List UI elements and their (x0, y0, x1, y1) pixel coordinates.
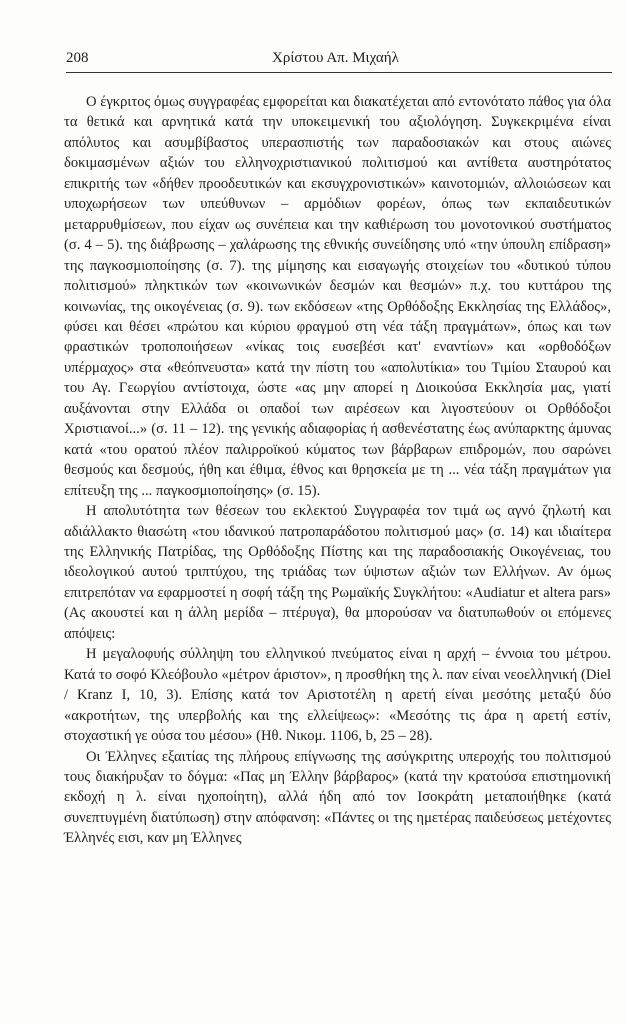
paragraph-2: Η απολυτότητα των θέσεων του εκλεκτού Συγγραφέα τον τιμά ως αγνό ζηλωτή και αδιάλλακτο θιασώτη «του ιδανικού πατροπαράδοτου πολιτισμού μας» (σ. 14) και ιδιαίτερα της Ελληνικής Πατρίδας, της Ορθόδοξης Πίστης και της παραδοσιακής Οικογένειας, του ιδεολογικού αυτού τριπτύχου, της τριάδας των ύψιστων αξιών των Ελλήνων. Αν όμως επιτρεπόταν να εφαρμοστεί η σοφή τάξη της Ρωμαϊκής Συγκλήτου: «Audiatur et altera pars» (Ας ακουστεί και η άλλη μερίδα – πτέρυγα), θα μπορούσαν να διατυπωθούν οι επόμενες απόψεις: (64, 503, 611, 642)
paragraph-3: Η μεγαλοφυής σύλληψη του ελληνικού πνεύματος είναι η αρχή – έννοια του μέτρου. Κατά το σοφό Κλεόβουλο «μέτρον άριστον», η προσθήκη της λ. παν είναι νεοελληνική (Diel / Kranz I, 10, 3). Επίσης κατά τον Αριστοτέλη η αρετή είναι μεσότης μεταξύ δύο «ακροτήτων, της υπερβολής και της ελλείψεως»: «Μεσότης τις άρα η αρετή εστίν, στοχαστική γε ούσα του μέσου» (Ηθ. Νικομ. 1106, b, 25 – 28). (64, 646, 611, 745)
paragraph-1: Ο έγκριτος όμως συγγραφέας εμφορείται και διακατέχεται από εντονότατο πάθος για όλα τα θετικά και αρνητικά κατά την υποκειμενική του αξιολόγηση. Συγκεκριμένα είναι απόλυτος και ασυμβίβαστος υπερασπιστής των παραδοσιακών και στους αιώνες δοκιμασμένων αξιών του ελληνοχριστιανικού πολιτισμού και αντίθετα αυστηρότατος επικριτής των «δήθεν προοδευτικών και εκσυγχρονιστικών» καινοτομιών, αλλοιώσεων και υποχωρήσεων των υπεύθυνων – αρμόδιων φορέων, όπως των εκπαιδευτικών μεταρρυθμίσεων, που είχαν ως συνέπεια και την καθιέρωση του μονοτονικού συστήματος (σ. 4 – 5). της διάβρωσης – χαλάρωσης της εθνικής συνείδησης υπό «την ύπουλη επίδραση» της παγκοσμιοποίησης (σ. 7). της μίμησης και εισαγωγής στοιχείων του «δυτικού τύπου πολιτισμού» πληκτικών των «κοινωνικών δεσμών και θεσμών» π.χ. του κυττάρου της κοινωνίας, της οικογένειας (σ. 9). των εκδόσεων «της Ορθόδοξης Εκκλησίας της Ελλάδος», φύσει και θέσει «πρώτου και κύριου φραγμού στη νέα τάξη πραγμάτων», όπως και των φραστικών τροποποιήσεων «νίκας τοις ευσεβέσι κατ' εναντίων» και «ορθοδόξων υπέρμαχος» στα «θεόπνευστα» κατά την πίστη του «απολυτίκια» του Τιμίου Σταυρού και του Αγ. Γεωργίου αντίστοιχα, ώστε «ας μην απορεί η Διοικούσα Εκκλησία μας, γιατί αυξάνονται στην Ελλάδα οι οπαδοί των αιρέσεων και λιγοστεύουν οι Ορθόδοξοι Χριστιανοί...» (σ. 11 – 12). της γενικής αδιαφορίας ή ασθενέστατης έως ανύπαρκτης άμυνας κατά «του ορατού πλέον παλιρροϊκού κύματος των βάρβαρων επιδρομών, που σαρώνει θεσμούς και δεσμούς, ήθη και έθιμα, έθνος και θρησκεία με τη ... νέα τάξη πραγμάτων για επίτευξη της ... παγκοσμιοποίησης» (σ. 15). (64, 94, 611, 499)
header-rule (66, 72, 612, 73)
page-number: 208 (66, 50, 89, 66)
paragraph-4: Οι Έλληνες εξαιτίας της πλήρους επίγνωσης της ασύγκριτης υπεροχής του πολιτισμού τους διακήρυξαν το δόγμα: «Πας μη Έλλην βάρβαρος» (κατά την κρατούσα επιστημονική εκδοχή η λ. είναι ηχοποίητη), αλλά ήδη από τον Ισοκράτη μεταποιήθηκε (κατά συνεπτυγμένη διατύπωση) στην απόφανση: «Πάντες οι της ημετέρας παιδεύσεως μετέχοντες Έλληνές εισι, καν μη Έλληνες (64, 748, 611, 847)
running-title: Χρίστου Απ. Μιχαήλ (272, 50, 399, 66)
body-text (64, 92, 611, 849)
page-header (66, 50, 612, 72)
